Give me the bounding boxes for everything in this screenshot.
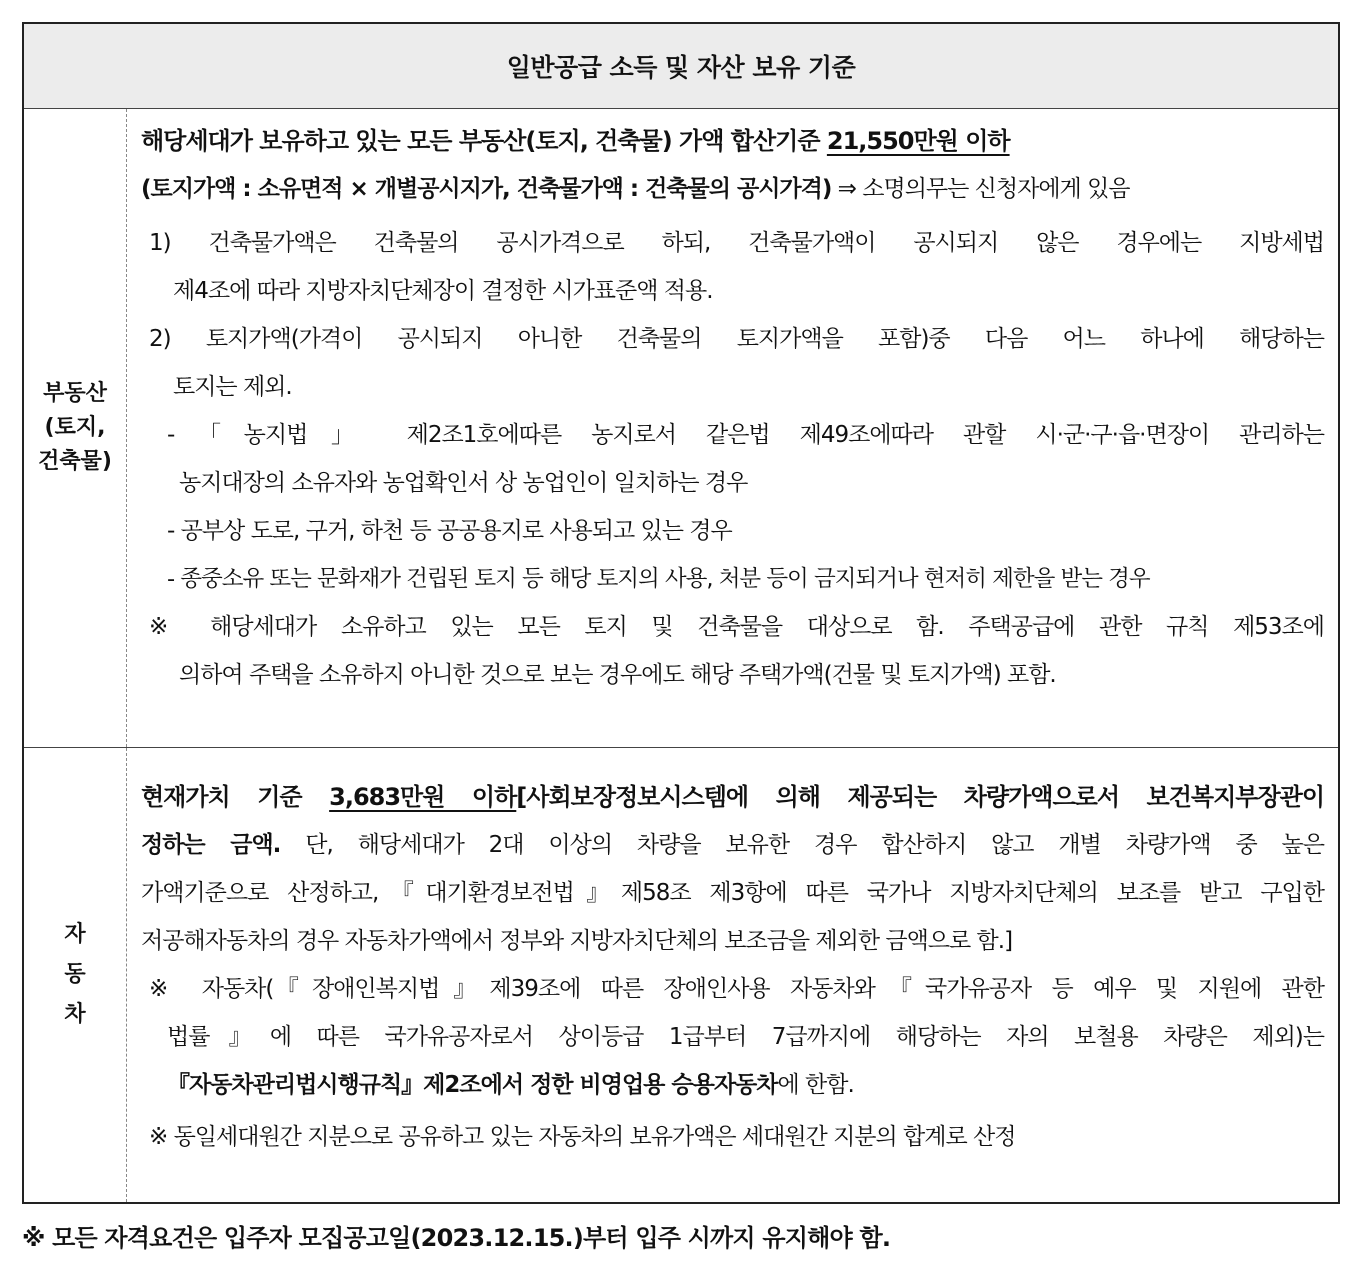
vehicle-criterion-line2: 정하는 금액. 단, 해당세대가 2대 이상의 차량을 보유한 경우 합산하지 않고 개별 차량가액 중 높은	[141, 832, 1324, 858]
vehicle-label	[24, 748, 127, 1202]
real-estate-label-line1: 부동산	[43, 381, 107, 406]
vehicle-label-line3: 차	[64, 1002, 86, 1027]
real-estate-formula: (토지가액 : 소유면적 × 개별공시지가, 건축물가액 : 건축물의 공시가격) ⇒ 소명의무는 신청자에게 있음	[141, 176, 1130, 202]
vehicle-label-line1: 자	[64, 922, 86, 947]
real-estate-note-line2: 의하여 주택을 소유하지 아니한 것으로 보는 경우에도 해당 주택가액(건물 및 토지가액) 포함.	[179, 662, 1056, 688]
vehicle-criterion-line4: 저공해자동차의 경우 자동차가액에서 정부와 지방자치단체의 보조금을 제외한 금액으로 함.]	[141, 928, 1013, 954]
vehicle-note2: ※ 동일세대원간 지분으로 공유하고 있는 자동차의 보유가액은 세대원간 지분의 합계로 산정	[149, 1124, 1016, 1150]
real-estate-item2-line1: 2) 토지가액(가격이 공시되지 아니한 건축물의 토지가액을 포함)중 다음 어느 하나에 해당하는	[149, 326, 1324, 352]
vehicle-note1-line2: 법률』에 따른 국가유공자로서 상이등급 1급부터 7급까지에 해당하는 자의 보철용 차량은 제외)는	[167, 1024, 1324, 1050]
vehicle-row	[24, 747, 1338, 1202]
real-estate-sub2: - 공부상 도로, 구거, 하천 등 공공용지로 사용되고 있는 경우	[167, 518, 732, 544]
real-estate-note-line1: ※ 해당세대가 소유하고 있는 모든 토지 및 건축물을 대상으로 함. 주택공급에 관한 규칙 제53조에	[149, 614, 1324, 640]
footer-note: ※ 모든 자격요건은 입주자 모집공고일(2023.12.15.)부터 입주 시까지 유지해야 함.	[22, 1224, 891, 1252]
real-estate-item1-line1: 1) 건축물가액은 건축물의 공시가격으로 하되, 건축물가액이 공시되지 않은 경우에는 지방세법	[149, 230, 1324, 256]
real-estate-content	[127, 109, 1338, 747]
vehicle-criterion-line3: 가액기준으로 산정하고,『대기환경보전법』제58조 제3항에 따른 국가나 지방자치단체의 보조를 받고 구입한	[141, 880, 1324, 906]
real-estate-label-line2: (토지,	[44, 415, 106, 440]
real-estate-item2-line2: 토지는 제외.	[173, 374, 292, 400]
vehicle-content	[127, 748, 1338, 1202]
real-estate-label	[24, 109, 127, 747]
real-estate-row	[24, 109, 1338, 747]
real-estate-limit: 21,550만원 이하	[826, 127, 1010, 155]
criteria-table	[22, 22, 1340, 1204]
vehicle-note1-line3: 『자동차관리법시행규칙』제2조에서 정한 비영업용 승용자동차에 한함.	[167, 1072, 854, 1098]
real-estate-label-line3: 건축물)	[38, 449, 112, 474]
real-estate-main-criterion: 해당세대가 보유하고 있는 모든 부동산(토지, 건축물) 가액 합산기준 21,550만원 이하	[141, 127, 1010, 155]
real-estate-item1-line2: 제4조에 따라 지방자치단체장이 결정한 시가표준액 적용.	[173, 278, 713, 304]
real-estate-sub1-line1: -「농지법」 제2조1호에따른 농지로서 같은법 제49조에따라 관할 시·군·구·읍·면장이 관리하는	[167, 422, 1324, 448]
real-estate-sub3: - 종중소유 또는 문화재가 건립된 토지 등 해당 토지의 사용, 처분 등이 금지되거나 현저히 제한을 받는 경우	[167, 566, 1150, 592]
vehicle-note1-line1: ※ 자동차(『장애인복지법』제39조에 따른 장애인사용 자동차와『국가유공자 등 예우 및 지원에 관한	[149, 976, 1324, 1002]
vehicle-limit: 3,683만원 이하	[329, 783, 517, 811]
vehicle-criterion-line1: 현재가치 기준 3,683만원 이하[사회보장정보시스템에 의해 제공되는 차량가액으로서 보건복지부장관이	[141, 783, 1324, 811]
table-header: 일반공급 소득 및 자산 보유 기준	[24, 24, 1338, 109]
real-estate-sub1-line2: 농지대장의 소유자와 농업확인서 상 농업인이 일치하는 경우	[179, 470, 748, 496]
vehicle-label-line2: 동	[64, 962, 86, 987]
